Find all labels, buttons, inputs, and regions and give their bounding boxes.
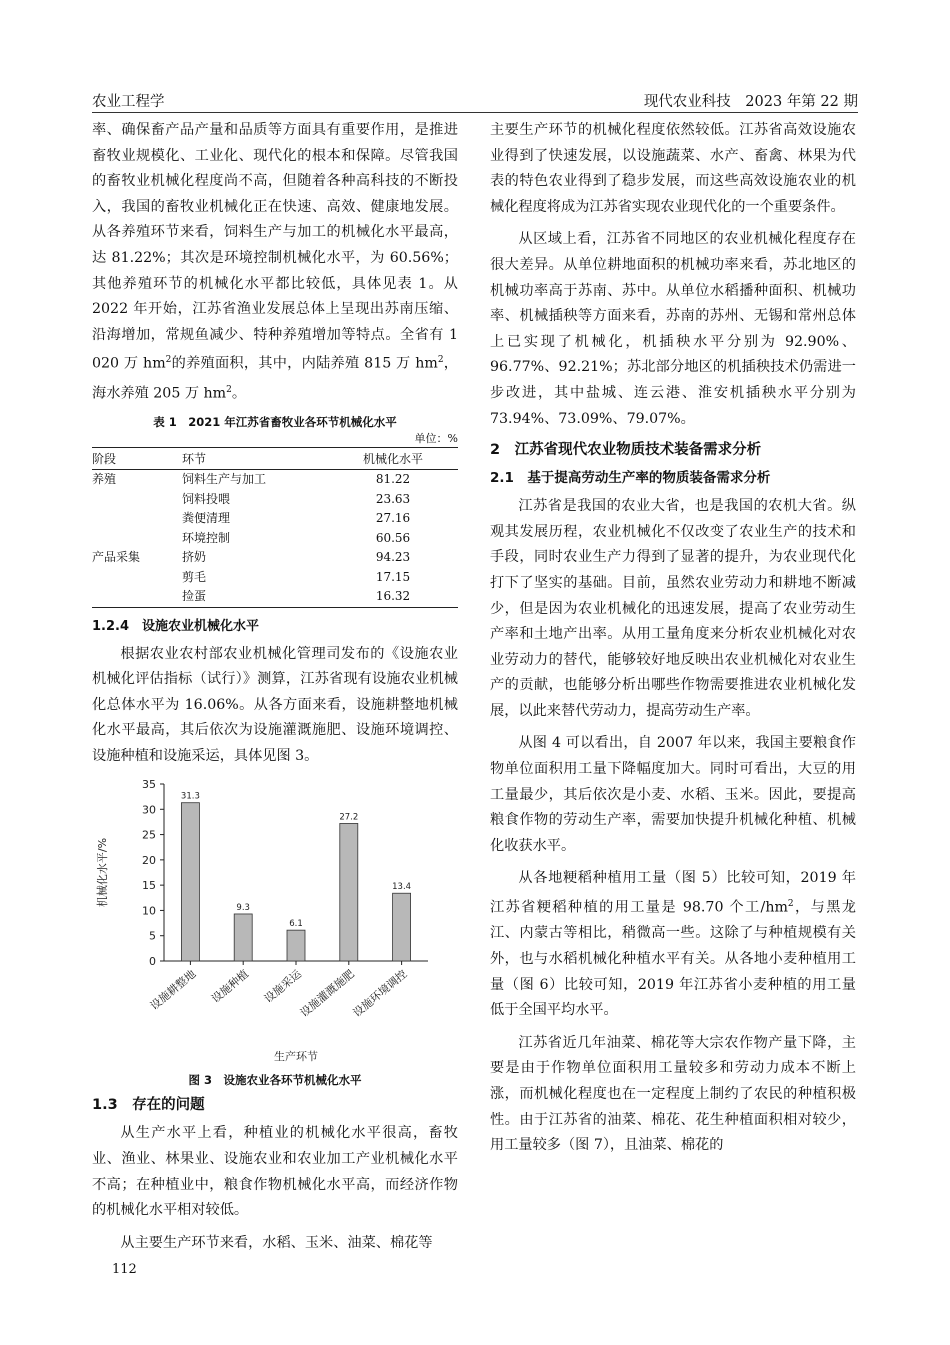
table-cell: 23.63 bbox=[375, 491, 411, 506]
journal-issue: 现代农业科技 2023 年第 22 期 bbox=[643, 94, 858, 110]
table-unit: 单位：% bbox=[414, 432, 458, 445]
y-tick-label: 20 bbox=[142, 854, 156, 868]
table-cell: 捡蛋 bbox=[182, 587, 328, 607]
table-cell: 60.56 bbox=[375, 530, 411, 545]
bar-value-label: 9.3 bbox=[236, 903, 250, 914]
table-row bbox=[92, 490, 458, 510]
paragraph: 江苏省是我国的农业大省，也是我国的农机大省。纵观其发展历程，农业机械化不仅改变了农业生产的技术和手段，同时农业生产力得到了显著的提升，为农业现代化打下了坚实的基础。目前，虽然农业劳动力和耕地不断减少，但是因为农业机械化的迅速发展，提高了农业劳动生产率和土地产出率。从用工量角度来分析农业机械化对农业劳动力的替代，能够较好地反映出农业机械化对农业生产的贡献，也能够分析出哪些作物需要推进农业机械化发展，以此来替代劳动力，提高劳动生产率。 bbox=[490, 498, 856, 719]
header-rule bbox=[92, 112, 858, 113]
table-cell: 饲料投喂 bbox=[182, 491, 231, 506]
x-tick-label: 设施种植 bbox=[209, 967, 252, 1007]
y-tick-label: 25 bbox=[142, 829, 156, 843]
table-header-row bbox=[92, 448, 458, 470]
table-row bbox=[92, 529, 458, 549]
table-cell: 养殖 bbox=[92, 472, 117, 486]
bar bbox=[393, 894, 411, 962]
bar bbox=[234, 914, 252, 961]
table-cell bbox=[92, 490, 182, 510]
journal-section: 农业工程学 bbox=[92, 94, 165, 110]
table-cell: 挤奶 bbox=[182, 550, 207, 564]
paragraph: 从各地粳稻种植用工量（图 5）比较可知，2019 年江苏省粳稻种植的用工量是 98.70 个工$/hm^2$，与黑龙江、内蒙古等相比，稍微高一些。这除了与种植规模有关外，也与水稻机械化种植水平有关。从各地小麦种植用工量（图 6）比较可知，2019 年江苏省小麦种植的用工量低于全国平均水平。 bbox=[490, 870, 856, 1019]
table-cell: 94.23 bbox=[375, 550, 411, 564]
bar-chart-svg bbox=[92, 776, 458, 1068]
paragraph: 率、确保畜产品产量和品质等方面具有重要作用，是推进畜牧业规模化、工业化、现代化的根本和保障。尽管我国的畜牧业机械化程度尚不高，但随着各种高科技的不断投入，我国的畜牧业机械化正在快速、高效、健康地发展。从各养殖环节来看，饲料生产与加工的机械化水平最高，达 81.22%；其次是环境控制机械化水平，为 60.56%；其他养殖环节的机械化水平都比较低，具体见表 1。从 2022 年开始，江苏省渔业发展总体上呈现出苏南压缩、沿海增加，常规鱼减少、特种养殖增加等特点。全省有 1 020 万 $hm^2$的养殖面积，其中，内陆养殖 815 万 $hm^2$，海水养殖 205 万 $hm^2$。 bbox=[92, 122, 458, 402]
table-cell: 27.16 bbox=[375, 511, 411, 525]
paragraph: 从图 4 可以看出，自 2007 年以来，我国主要粮食作物单位面积用工量下降幅度加大。同时可看出，大豆的用工量最少，其后依次是小麦、水稻、玉米。因此，要提高粮食作物的劳动生产率，需要加快提升机械化种植、机械化收获水平。 bbox=[490, 735, 856, 854]
mechanization-table bbox=[92, 447, 458, 608]
table-caption: 表 1 2021 年江苏省畜牧业各环节机械化水平 bbox=[153, 415, 397, 429]
table-row bbox=[92, 509, 458, 529]
y-tick-label: 35 bbox=[142, 778, 156, 792]
section-heading: 1.3 存在的问题 bbox=[92, 1097, 205, 1114]
table-cell bbox=[92, 587, 182, 607]
table-cell bbox=[92, 509, 182, 529]
x-tick-label: 设施环境调控 bbox=[350, 967, 410, 1021]
x-tick-label: 设施耕整地 bbox=[147, 967, 199, 1014]
paragraph: 主要生产环节的机械化程度依然较低。江苏省高效设施农业得到了快速发展，以设施蔬菜、水产、畜禽、林果为代表的特色农业得到了稳步发展，而这些高效设施农业的机械化程度将成为江苏省实现农业现代化的一个重要条件。 bbox=[490, 122, 856, 215]
figure-3-chart bbox=[92, 776, 458, 1068]
table-header: 阶段 bbox=[92, 448, 182, 470]
right-column bbox=[490, 118, 856, 1166]
y-tick-label: 0 bbox=[149, 955, 156, 969]
table-header: 环节 bbox=[182, 448, 328, 470]
figure-caption: 图 3 设施农业各环节机械化水平 bbox=[188, 1073, 362, 1088]
table-row bbox=[92, 470, 458, 490]
y-tick-label: 30 bbox=[142, 803, 156, 817]
paragraph: 从生产水平上看，种植业的机械化水平很高，畜牧业、渔业、林果业、设施农业和农业加工产业机械化水平不高；在种植业中，粮食作物机械化水平高，而经济作物的机械化水平相对较低。 bbox=[92, 1125, 458, 1219]
bar bbox=[287, 931, 305, 962]
bar-value-label: 6.1 bbox=[289, 919, 303, 930]
section-heading: 2 江苏省现代农业物质技术装备需求分析 bbox=[490, 442, 762, 459]
table-cell bbox=[92, 568, 182, 588]
table-cell: 产品采集 bbox=[92, 550, 141, 564]
table-row bbox=[92, 587, 458, 607]
x-tick-label: 设施采运 bbox=[261, 967, 304, 1007]
table-header: 机械化水平 bbox=[328, 448, 458, 470]
y-tick-label: 5 bbox=[149, 930, 156, 944]
y-axis-label: 机械化水平/% bbox=[96, 838, 109, 908]
paragraph: 从区域上看，江苏省不同地区的农业机械化程度存在很大差异。从单位耕地面积的机械功率来看，苏北地区的机械功率高于苏南、苏中。从单位水稻播种面积、机械功率、机械插秧等方面来看，苏南的苏州、无锡和常州总体上已实现了机械化，机插秧水平分别为 92.90%、96.77%、92.21%；苏北部分地区的机插秧技术仍需进一步改进，其中盐城、连云港、淮安机插秧水平分别为 73.94%、73.09%、79.07%。 bbox=[490, 231, 856, 427]
x-axis-label: 生产环节 bbox=[274, 1050, 318, 1064]
bar bbox=[340, 824, 358, 962]
left-column bbox=[92, 118, 458, 1263]
paragraph: 从主要生产环节来看，水稻、玉米、油菜、棉花等 bbox=[120, 1234, 433, 1251]
table-row bbox=[92, 548, 458, 568]
y-tick-label: 15 bbox=[142, 879, 156, 893]
page-number: 112 bbox=[112, 1262, 137, 1277]
table-cell: 17.15 bbox=[375, 569, 411, 584]
bar-value-label: 13.4 bbox=[392, 882, 412, 893]
x-tick-label: 设施灌溉施肥 bbox=[297, 967, 357, 1021]
table-cell: 剪毛 bbox=[182, 569, 207, 584]
bar-value-label: 27.2 bbox=[339, 812, 359, 823]
table-cell: 16.32 bbox=[328, 587, 458, 607]
table-row bbox=[92, 568, 458, 588]
paragraph: 根据农业农村部农业机械化管理司发布的《设施农业机械化评估指标（试行）》测算，江苏省现有设施农业机械化总体水平为 16.06%。从各方面来看，设施耕整地机械化水平最高，其后依次为设施灌溉施肥、设施环境调控、设施种植和设施采运，具体见图 3。 bbox=[92, 645, 458, 764]
table-cell bbox=[92, 529, 182, 549]
table-cell: 81.22 bbox=[375, 472, 411, 486]
y-tick-label: 10 bbox=[142, 904, 156, 918]
table-cell: 粪便清理 bbox=[182, 511, 231, 525]
bar bbox=[181, 803, 199, 961]
bar-value-label: 31.3 bbox=[180, 792, 200, 803]
paragraph: 江苏省近几年油菜、棉花等大宗农作物产量下降，主要是由于作物单位面积用工量较多和劳动力成本不断上涨，而机械化程度也在一定程度上制约了农民的种植积极性。由于江苏省的油菜、棉花、花生种植面积相对较少，用工量较多（图 7），且油菜、棉花的 bbox=[490, 1034, 856, 1154]
table-cell: 饲料生产与加工 bbox=[182, 472, 267, 486]
table-cell: 环境控制 bbox=[182, 530, 231, 545]
section-heading: 1.2.4 设施农业机械化水平 bbox=[92, 618, 260, 634]
subsection-heading: 2.1 基于提高劳动生产率的物质装备需求分析 bbox=[490, 470, 771, 487]
